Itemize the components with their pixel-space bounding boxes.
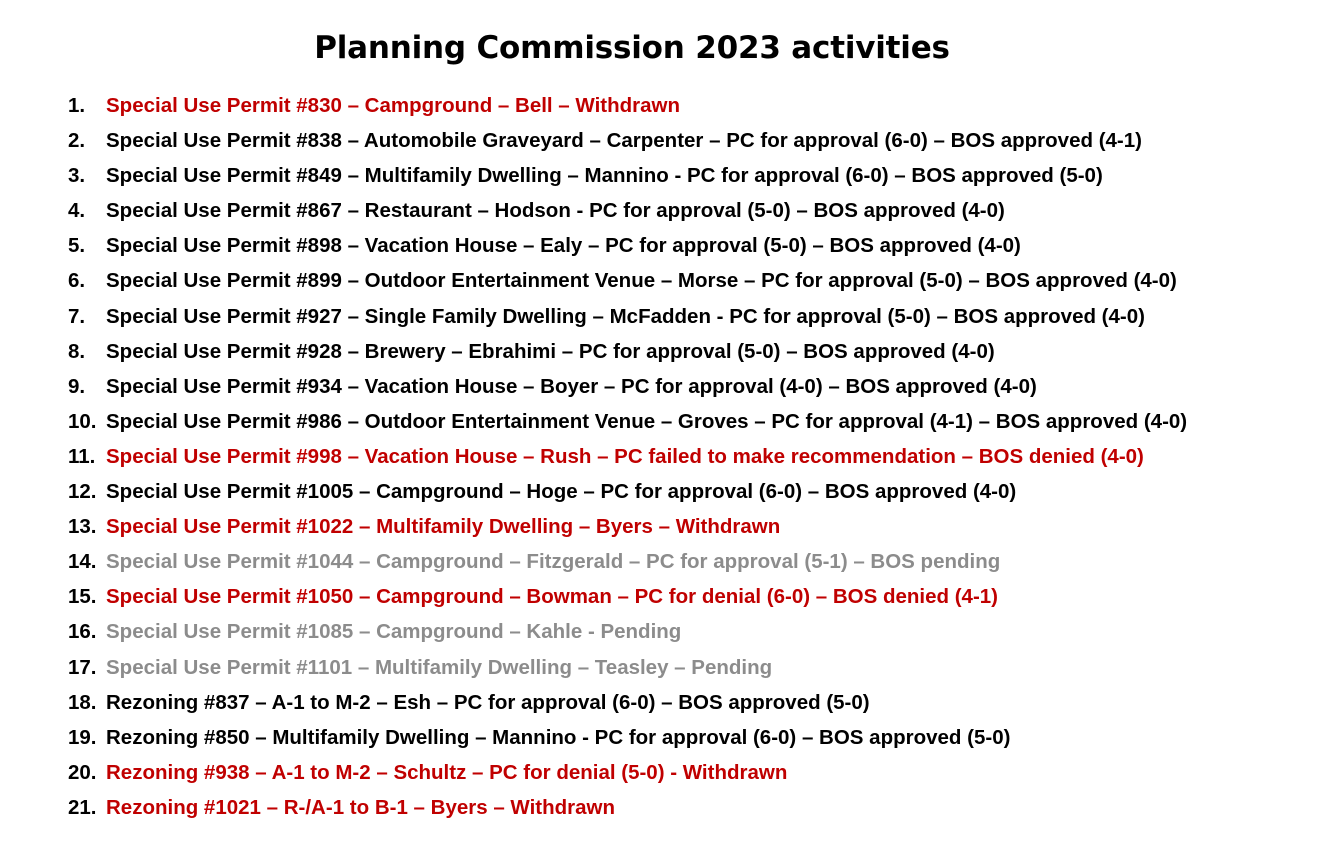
item-number: 16. [68, 620, 97, 644]
item-number: 2. [68, 129, 86, 153]
item-number: 14. [68, 550, 97, 574]
item-number: 19. [68, 725, 97, 749]
list-item [68, 439, 1187, 474]
activities-list [68, 88, 1187, 825]
item-number: 13. [68, 515, 97, 539]
item-text: Special Use Permit #928 – Brewery – Ebrahimi – PC for approval (5-0) – BOS approved (4-0) [106, 339, 995, 363]
list-item [68, 790, 1187, 825]
item-text: Special Use Permit #867 – Restaurant – Hodson - PC for approval (5-0) – BOS approved (4-0) [106, 199, 1005, 223]
item-text: Special Use Permit #838 – Automobile Graveyard – Carpenter – PC for approval (6-0) – BOS approved (4-1) [106, 129, 1142, 153]
list-item [68, 299, 1187, 334]
list-item [68, 614, 1187, 649]
item-number: 11. [68, 444, 96, 468]
list-item [68, 158, 1187, 193]
list-item [68, 123, 1187, 158]
list-item [68, 369, 1187, 404]
item-number: 15. [68, 585, 97, 609]
item-text: Special Use Permit #1044 – Campground – Fitzgerald – PC for approval (5-1) – BOS pending [106, 550, 1001, 574]
item-text: Special Use Permit #934 – Vacation House – Boyer – PC for approval (4-0) – BOS approved (4-0) [106, 374, 1037, 398]
item-number: 8. [68, 339, 86, 363]
list-item [68, 755, 1187, 790]
list-item [68, 474, 1187, 509]
list-item [68, 404, 1187, 439]
item-number: 9. [68, 374, 86, 398]
item-text: Special Use Permit #830 – Campground – Bell – Withdrawn [106, 94, 680, 117]
item-text: Special Use Permit #1101 – Multifamily Dwelling – Teasley – Pending [106, 655, 773, 679]
item-text: Special Use Permit #927 – Single Family Dwelling – McFadden - PC for approval (5-0) – BOS approved (4-0) [106, 304, 1145, 328]
item-text: Special Use Permit #986 – Outdoor Entertainment Venue – Groves – PC for approval (4-1) – BOS approved (4-0) [106, 409, 1188, 433]
item-number: 10. [68, 409, 97, 433]
item-text: Rezoning #938 – A-1 to M-2 – Schultz – PC for denial (5-0) - Withdrawn [106, 760, 788, 784]
item-text: Rezoning #1021 – R-/A-1 to B-1 – Byers – Withdrawn [106, 795, 616, 819]
list-item [68, 579, 1187, 614]
item-text: Special Use Permit #998 – Vacation House – Rush – PC failed to make recommendation – BOS denied (4-0) [106, 444, 1144, 468]
item-number: 18. [68, 690, 97, 714]
item-text: Special Use Permit #1050 – Campground – Bowman – PC for denial (6-0) – BOS denied (4-1) [106, 585, 999, 609]
item-number: 4. [68, 199, 86, 223]
item-number: 1. [68, 94, 86, 117]
list-item [68, 193, 1187, 228]
item-number: 7. [68, 304, 86, 328]
item-number: 3. [68, 164, 86, 188]
item-text: Rezoning #837 – A-1 to M-2 – Esh – PC for approval (6-0) – BOS approved (5-0) [106, 690, 870, 714]
item-text: Special Use Permit #899 – Outdoor Entertainment Venue – Morse – PC for approval (5-0) – BOS approved (4-0) [106, 269, 1177, 293]
list-item [68, 509, 1187, 544]
item-text: Special Use Permit #1022 – Multifamily Dwelling – Byers – Withdrawn [106, 515, 781, 539]
list-item [68, 650, 1187, 685]
item-text: Special Use Permit #1085 – Campground – Kahle - Pending [106, 620, 682, 644]
list-item [68, 88, 1187, 123]
list-item [68, 334, 1187, 369]
item-number: 12. [68, 480, 97, 504]
item-number: 17. [68, 655, 97, 679]
list-item [68, 228, 1187, 263]
list-item [68, 263, 1187, 298]
item-text: Special Use Permit #1005 – Campground – Hoge – PC for approval (6-0) – BOS approved (4-0) [106, 480, 1017, 504]
item-number: 21. [68, 795, 97, 819]
item-text: Special Use Permit #898 – Vacation House – Ealy – PC for approval (5-0) – BOS approved (4-0) [106, 234, 1021, 258]
list-item [68, 685, 1187, 720]
item-number: 6. [68, 269, 86, 293]
item-text: Rezoning #850 – Multifamily Dwelling – Mannino - PC for approval (6-0) – BOS approved (5-0) [106, 725, 1011, 749]
list-item [68, 544, 1187, 579]
list-item [68, 720, 1187, 755]
page-title: Planning Commission 2023 activities [314, 30, 950, 66]
item-number: 20. [68, 760, 97, 784]
item-number: 5. [68, 234, 86, 258]
item-text: Special Use Permit #849 – Multifamily Dwelling – Mannino - PC for approval (6-0) – BOS approved (5-0) [106, 164, 1103, 188]
